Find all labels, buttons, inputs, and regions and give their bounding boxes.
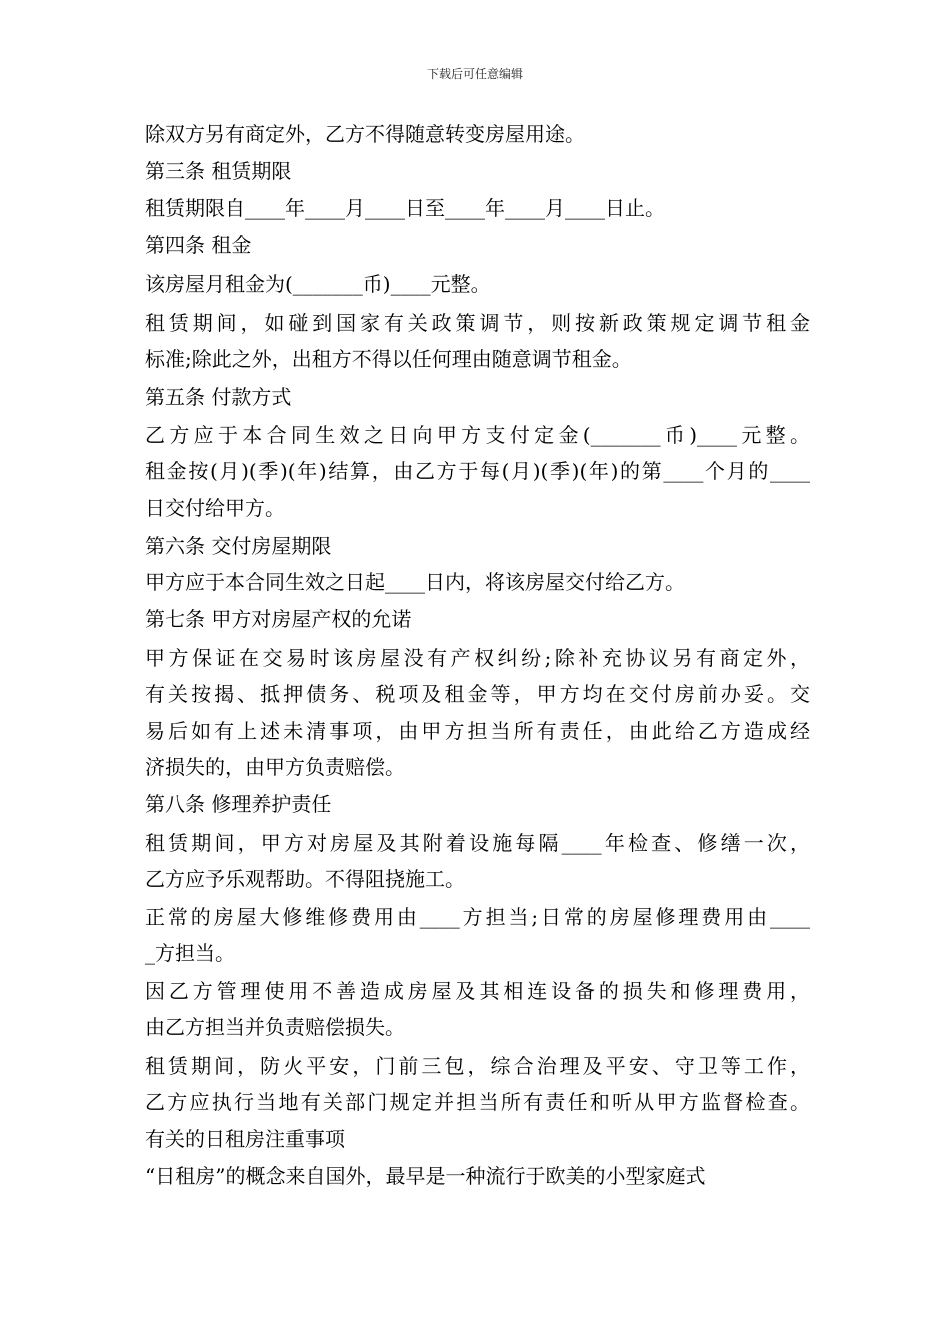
- paragraph-line: 租赁期间，防火平安，门前三包，综合治理及平安、守卫等工作，: [145, 1054, 810, 1078]
- section-heading: 第三条 租赁期限: [145, 159, 292, 183]
- paragraph-line: 甲方应于本合同生效之日起____日内，将该房屋交付给乙方。: [145, 570, 685, 594]
- section-heading: 第六条 交付房屋期限: [145, 534, 332, 558]
- paragraph-line: 济损失的，由甲方负责赔偿。: [145, 755, 405, 779]
- paragraph-line: 租金按(月)(季)(年)结算，由乙方于每(月)(季)(年)的第____个月的____: [145, 459, 810, 483]
- paragraph-line: 正常的房屋大修维修费用由____方担当;日常的房屋修理费用由____: [145, 905, 810, 929]
- section-heading: 第七条 甲方对房屋产权的允诺: [145, 607, 412, 631]
- paragraph-line: “日租房”的概念来自国外，最早是一种流行于欧美的小型家庭式: [145, 1164, 706, 1188]
- paragraph-line: 由乙方担当并负责赔偿损失。: [145, 1015, 405, 1039]
- section-heading: 第五条 付款方式: [145, 385, 292, 409]
- section-heading: 第八条 修理养护责任: [145, 792, 332, 816]
- section-heading: 第四条 租金: [145, 233, 252, 257]
- paragraph-line: _方担当。: [145, 941, 235, 965]
- paragraph-line: 租赁期间，甲方对房屋及其附着设施每隔____年检查、修缮一次，: [145, 831, 810, 855]
- paragraph-line: 该房屋月租金为(_______币)____元整。: [145, 272, 491, 296]
- page-header: 下载后可任意编辑: [426, 67, 523, 81]
- section-heading: 有关的日租房注重事项: [145, 1127, 345, 1151]
- paragraph-line: 日交付给甲方。: [145, 496, 285, 520]
- paragraph-line: 甲方保证在交易时该房屋没有产权纠纷;除补充协议另有商定外，: [145, 646, 810, 670]
- paragraph-line: 乙方应予乐观帮助。不得阻挠施工。: [145, 867, 465, 891]
- paragraph-line: 乙方应执行当地有关部门规定并担当所有责任和听从甲方监督检查。: [145, 1090, 810, 1114]
- paragraph-line: 因乙方管理使用不善造成房屋及其相连设备的损失和修理费用，: [145, 979, 810, 1003]
- paragraph-line: 租赁期限自____年____月____日至____年____月____日止。: [145, 196, 665, 220]
- paragraph-line: 除双方另有商定外，乙方不得随意转变房屋用途。: [145, 122, 585, 146]
- paragraph-line: 标准;除此之外，出租方不得以任何理由随意调节租金。: [145, 347, 632, 371]
- paragraph-line: 租赁期间，如碰到国家有关政策调节，则按新政策规定调节租金: [145, 311, 810, 335]
- paragraph-line: 有关按揭、抵押债务、税项及租金等，甲方均在交付房前办妥。交: [145, 682, 810, 706]
- paragraph-line: 易后如有上述未清事项，由甲方担当所有责任，由此给乙方造成经: [145, 719, 810, 743]
- paragraph-line: 乙方应于本合同生效之日向甲方支付定金(_______币)____元整。: [145, 423, 810, 447]
